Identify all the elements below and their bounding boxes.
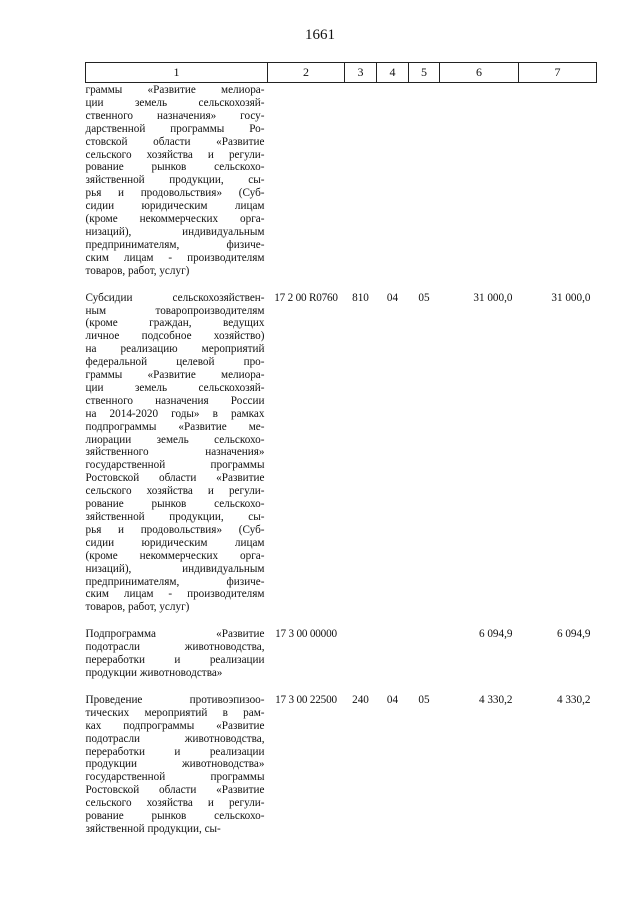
description-line: продукции животноводства»	[85, 758, 265, 771]
description-line: рья и продовольствия» (Суб-	[85, 523, 265, 536]
description-line: лиорации земель сельскохо-	[85, 433, 265, 446]
description-line: товаров, работ, услуг)	[85, 601, 190, 614]
description-line: сельского хозяйства и регули-	[85, 485, 265, 498]
description-line: низаций), индивидуальным	[85, 562, 265, 575]
description-line: Ростовской области «Развитие	[85, 784, 265, 797]
description-line: дарственной программы Ро-	[85, 122, 265, 135]
description-line: государственной программы	[85, 459, 265, 472]
description-line: на реализацию мероприятий	[85, 343, 265, 356]
description-line: сельского хозяйства и регули-	[85, 797, 265, 810]
description-line: ным товаропроизводителям	[85, 304, 265, 317]
description-line: на 2014-2020 годы» в рамках	[85, 407, 265, 420]
row-expense-type: 810	[352, 291, 369, 304]
row-target-code: 17 3 00 00000	[275, 628, 337, 641]
row-amount-year2	[519, 83, 597, 278]
table-body	[86, 83, 597, 836]
row-section	[377, 83, 409, 278]
description-line: стовской области «Развитие	[85, 135, 265, 148]
row-amount-year2: 4 330,2	[556, 693, 591, 706]
row-section: 04	[386, 693, 399, 706]
description-line: зяйственной продукции, сы-	[85, 174, 265, 187]
description-line: ственного назначения» госу-	[85, 109, 265, 122]
description-line: подотрасли животноводства,	[85, 732, 265, 745]
description-line: (кроме граждан, ведущих	[85, 317, 265, 330]
row-description	[86, 614, 268, 680]
table-row	[86, 680, 597, 836]
header-col-5: 5	[409, 63, 440, 83]
description-line: ским лицам - производителям	[85, 588, 265, 601]
description-line: продукции животноводства»	[85, 666, 223, 679]
row-amount-year2: 6 094,9	[556, 628, 591, 641]
description-line: низаций), индивидуальным	[85, 225, 265, 238]
description-line: ции земель сельскохозяй-	[85, 381, 265, 394]
description-line: предпринимателям, физиче-	[85, 575, 265, 588]
description-line: рья и продовольствия» (Суб-	[85, 187, 265, 200]
description-line: сидии юридическим лицам	[85, 200, 265, 213]
row-section	[377, 614, 409, 680]
table-row	[86, 83, 597, 278]
table-row	[86, 278, 597, 615]
table-header-row	[86, 63, 597, 83]
description-line: Ростовской области «Развитие	[85, 472, 265, 485]
description-line: личное подсобное хозяйство)	[85, 330, 265, 343]
header-col-6: 6	[440, 63, 519, 83]
row-expense-type: 240	[352, 693, 369, 706]
description-line: (кроме некоммерческих орга-	[85, 549, 265, 562]
description-line: предпринимателям, физиче-	[85, 238, 265, 251]
description-line: зяйственного назначения»	[85, 446, 265, 459]
description-line: товаров, работ, услуг)	[85, 264, 190, 277]
description-line: тических мероприятий в рам-	[85, 706, 265, 719]
row-description	[86, 680, 268, 836]
description-line: (кроме некоммерческих орга-	[85, 213, 265, 226]
header-col-2: 2	[268, 63, 345, 83]
description-line: ции земель сельскохозяй-	[85, 96, 265, 109]
header-col-4: 4	[377, 63, 409, 83]
description-line: граммы «Развитие мелиора-	[85, 369, 265, 382]
description-line: Проведение противоэпизоо-	[85, 693, 265, 706]
description-line: рование рынков сельскохо-	[85, 498, 265, 511]
row-expense-type	[345, 83, 377, 278]
table-row	[86, 614, 597, 680]
row-description	[86, 278, 268, 615]
row-amount-year1	[440, 83, 519, 278]
row-amount-year1: 4 330,2	[478, 693, 513, 706]
description-line: Субсидии сельскохозяйствен-	[85, 291, 265, 304]
row-target-code	[268, 83, 345, 278]
row-subsection: 05	[418, 693, 430, 706]
description-line: зяйственной продукции, сы-	[85, 822, 221, 835]
description-line: подпрограммы «Развитие ме-	[85, 420, 265, 433]
row-description	[86, 83, 268, 278]
row-expense-type	[345, 614, 377, 680]
row-amount-year2: 31 000,0	[551, 291, 591, 304]
description-line: подотрасли животноводства,	[85, 641, 265, 654]
header-col-3: 3	[345, 63, 377, 83]
row-section: 04	[386, 291, 399, 304]
header-col-1: 1	[86, 63, 268, 83]
description-line: ственного назначения России	[85, 394, 265, 407]
row-subsection: 05	[418, 291, 430, 304]
description-line: сидии юридическим лицам	[85, 536, 265, 549]
description-line: рование рынков сельскохо-	[85, 810, 265, 823]
description-line: переработки и реализации	[85, 654, 265, 667]
page-number: 1661	[305, 27, 335, 43]
description-line: зяйственной продукции, сы-	[85, 511, 265, 523]
description-line: рование рынков сельскохо-	[85, 161, 265, 174]
row-amount-year1: 6 094,9	[478, 628, 513, 641]
description-line: государственной программы	[85, 771, 265, 784]
description-line: сельского хозяйства и регули-	[85, 148, 265, 161]
row-target-code: 17 2 00 R0760	[274, 291, 338, 304]
description-line: Подпрограмма «Развитие	[85, 628, 265, 641]
description-line: федеральной целевой про-	[85, 356, 265, 369]
description-line: ским лицам - производителям	[85, 251, 265, 264]
row-subsection	[409, 83, 440, 278]
header-col-7: 7	[519, 63, 597, 83]
row-amount-year1: 31 000,0	[473, 291, 513, 304]
row-target-code: 17 3 00 22500	[275, 693, 337, 706]
budget-table	[85, 62, 597, 836]
row-subsection	[409, 614, 440, 680]
description-line: ках подпрограммы «Развитие	[85, 719, 265, 732]
description-line: граммы «Развитие мелиора-	[85, 84, 265, 96]
description-line: переработки и реализации	[85, 745, 265, 758]
